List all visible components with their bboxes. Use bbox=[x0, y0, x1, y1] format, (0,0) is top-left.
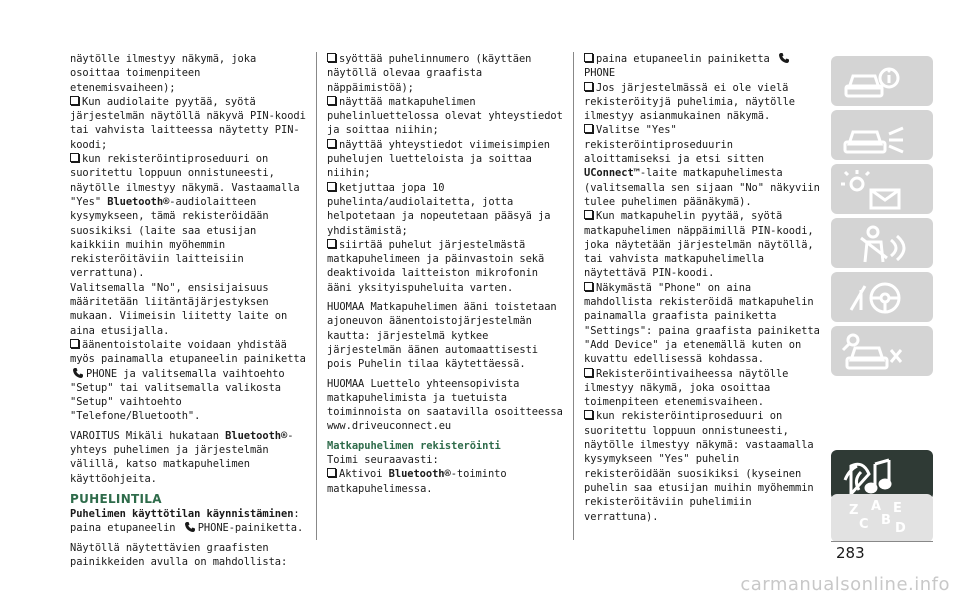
list-item-text: Aktivoi bbox=[339, 468, 389, 481]
multimedia-icon bbox=[831, 450, 933, 500]
list-item-text: Rekisteröintivaiheessa näytölle ilmestyy näkymä, joka osoittaa toimenpiteen etenemisvaiheen. bbox=[584, 367, 789, 409]
tab-warning-lights[interactable] bbox=[831, 164, 933, 214]
warning-text: VAROITUS Mikäli hukataan bbox=[70, 429, 226, 442]
tab-car-lights[interactable] bbox=[831, 110, 933, 160]
tab-car-start[interactable] bbox=[831, 326, 933, 376]
watermark-footer: carmanualsonline.info bbox=[740, 574, 950, 595]
tab-multimedia[interactable] bbox=[831, 450, 933, 500]
list-item-text: syöttää puhelinnumero (käyttäen näytöllä olevaa graafista näppäimistöä); bbox=[327, 53, 532, 94]
subheading: Puhelimen käyttötilan käynnistäminen bbox=[70, 507, 294, 520]
phone-icon bbox=[184, 521, 196, 533]
list-item-text: Kun audiolaite pyytää, syötä järjestelmän näytöllä näkyvä PIN-koodi tai vahvista laitteessa näytetty PIN-koodi; bbox=[70, 95, 306, 151]
list-item bbox=[327, 467, 563, 496]
list-item bbox=[327, 238, 563, 295]
warning-text: -yhteys puhelimen ja järjestelmän välillä, katso matkapuhelimen käyttöohjeita. bbox=[70, 429, 294, 485]
tab-alphabet-index[interactable] bbox=[831, 494, 933, 542]
subheading-line bbox=[70, 507, 306, 521]
tab-car-info[interactable] bbox=[831, 56, 933, 106]
list-item-text: Valitse "Yes" rekisteröintiproseduurin aloittamiseksi ja etsi sitten bbox=[584, 124, 764, 166]
list-item-text: paina etupaneelin painiketta bbox=[596, 53, 776, 65]
alphabet-index-icon bbox=[831, 494, 933, 542]
svg-text:E: E bbox=[893, 501, 902, 516]
list-item-text: -toiminto matkapuhelimessa. bbox=[327, 468, 507, 495]
list-item bbox=[327, 181, 563, 238]
list-item bbox=[327, 52, 563, 95]
svg-text:D: D bbox=[895, 521, 906, 536]
subheading-tail: : bbox=[293, 507, 300, 520]
tab-seat-belt[interactable] bbox=[831, 218, 933, 268]
list-item bbox=[584, 367, 820, 410]
phone-icon bbox=[72, 367, 84, 379]
list-item-text: näyttää matkapuhelimen puhelinluettelossa olevat yhteystiedot ja soittaa niihin; bbox=[327, 95, 563, 137]
list-item-text: Näkymästä "Phone" on aina mahdollista rekisteröidä matkapuhelin painamalla graafista painiketta "Settings": paina graafista painiketta "Add Device" ja etenemällä kuten on kuvattu edellisessä kohdassa. bbox=[584, 281, 820, 366]
list-item-text: Kun matkapuhelin pyytää, syötä matkapuhelimen näppäimillä PIN-koodi, joka näytetään järjestelmän näytöllä, tai vahvista matkapuhelimella näytettävä PIN-koodi. bbox=[584, 210, 814, 280]
svg-text:A: A bbox=[871, 499, 882, 514]
list-item-text: PHONE ja valitsemalla vaihtoehto "Setup" tai valitsemalla valikosta "Setup" vaihtoehto "Telefone/Bluetooth". bbox=[70, 367, 285, 423]
column-divider bbox=[316, 52, 317, 540]
svg-text:C: C bbox=[859, 517, 869, 532]
list-item-text: ketjuttaa jopa 10 puhelinta/audiolaitetta, jotta helpotetaan ja nopeutetaan pääsyä ja yhdistämistä; bbox=[327, 181, 551, 237]
car-info-icon bbox=[831, 56, 933, 106]
bluetooth-term: Bluetooth® bbox=[225, 429, 288, 442]
list-item-text: kun rekisteröintiproseduuri on suoritettu loppuun onnistuneesti, näytölle ilmestyy näkymä. Vastaamalla "Yes" bbox=[70, 153, 300, 208]
paragraph-text: paina etupaneelin bbox=[70, 522, 182, 535]
uconnect-term: UConnect™ bbox=[584, 167, 640, 180]
list-item-text: Jos järjestelmässä ei ole vielä rekisteröityjä puhelimia, näytölle ilmestyy asianmukainen näkymä. bbox=[584, 81, 795, 123]
note-paragraph: HUOMAA Matkapuhelimen ääni toistetaan ajoneuvon äänentoistojärjestelmän kautta: järjestelmä kytkee järjestelmän äänen automaattisesti pois Puhelin tilaa käytettäessä. bbox=[327, 301, 557, 371]
text-column-3 bbox=[584, 52, 820, 524]
list-item-text: äänentoistolaite voidaan yhdistää myös painamalla etupaneelin painiketta bbox=[70, 338, 306, 366]
bluetooth-term: Bluetooth® bbox=[388, 468, 451, 481]
car-lights-icon bbox=[831, 110, 933, 160]
tab-steering-service[interactable] bbox=[831, 272, 933, 322]
list-item-text: näyttää yhteystiedot viimeisimpien puhelujen luetteloista ja soittaa niihin; bbox=[327, 138, 550, 180]
list-item bbox=[584, 81, 820, 124]
warning-paragraph bbox=[70, 429, 306, 486]
list-item-text: -audiolaitteen kysymykseen, tämä rekisteröidään suosikiksi (laite saa etusijan kaikkiin muihin myöhemmin rekisteröitäviin laitteisiin verrattuna). bbox=[70, 195, 269, 280]
list-item bbox=[327, 138, 563, 181]
list-item bbox=[70, 95, 306, 152]
paragraph bbox=[70, 521, 306, 535]
text-column-1 bbox=[70, 52, 306, 569]
car-start-icon bbox=[831, 326, 933, 376]
page-number-rule bbox=[831, 541, 933, 542]
svg-text:B: B bbox=[881, 513, 891, 528]
list-item-text: siirtää puhelut järjestelmästä matkapuhelimeen ja päinvastoin sekä deaktivoida laitteiston mikrofonin ääni yksityispuheluita varten. bbox=[327, 238, 545, 294]
svg-text:Z: Z bbox=[849, 503, 859, 518]
list-item bbox=[584, 409, 820, 523]
list-item bbox=[584, 209, 820, 280]
list-item bbox=[584, 123, 820, 209]
column-divider bbox=[573, 52, 574, 540]
subheading: Matkapuhelimen rekisteröinti bbox=[327, 439, 501, 452]
list-item-text: kun rekisteröintiproseduuri on suoritettu loppuun onnistuneesti, näytölle ilmestyy näkymä: vastaamalla kysymykseen "Yes" puhelin rekisteröidään suosikiksi (kyseinen puhelin saa etusijan muihin myöhemmin rekisteröitäviin puhelimiin verrattuna). bbox=[584, 410, 814, 523]
warning-lights-icon bbox=[831, 164, 933, 214]
list-item bbox=[70, 152, 306, 281]
list-item-text: PHONE bbox=[584, 67, 616, 80]
paragraph: näytölle ilmestyy näkymä, joka osoittaa toimenpiteen etenemisvaiheen); bbox=[70, 53, 257, 94]
steering-service-icon bbox=[831, 272, 933, 322]
paragraph-text: PHONE-painiketta. bbox=[197, 522, 304, 535]
list-item-text: -laite matkapuhelimesta (valitsemalla sen sijaan "No" näkyviin tulee puhelimen päänäkymä). bbox=[584, 167, 820, 208]
seat-belt-icon bbox=[831, 218, 933, 268]
bluetooth-term: Bluetooth® bbox=[107, 195, 170, 208]
list-item bbox=[70, 338, 306, 424]
paragraph: Valitsemalla "No", ensisijaisuus määritetään liitäntäjärjestyksen mukaan. Viimeisin liitetty laite on aina etusijalla. bbox=[70, 281, 288, 337]
text-column-2 bbox=[327, 52, 563, 496]
section-heading: PUHELINTILA bbox=[70, 491, 162, 506]
list-item bbox=[584, 52, 820, 81]
list-item bbox=[584, 281, 820, 367]
phone-icon bbox=[778, 52, 790, 64]
page-number: 283 bbox=[836, 544, 865, 562]
paragraph: Näytöllä näytettävien graafisten painikkeiden avulla on mahdollista: bbox=[70, 541, 288, 568]
list-item bbox=[327, 95, 563, 138]
paragraph: Toimi seuraavasti: bbox=[327, 454, 439, 467]
note-paragraph: HUOMAA Luettelo yhteensopivista matkapuhelimista ja tuetuista toiminnoista on saatavilla osoitteessa www.driveuconnect.eu bbox=[327, 377, 563, 433]
